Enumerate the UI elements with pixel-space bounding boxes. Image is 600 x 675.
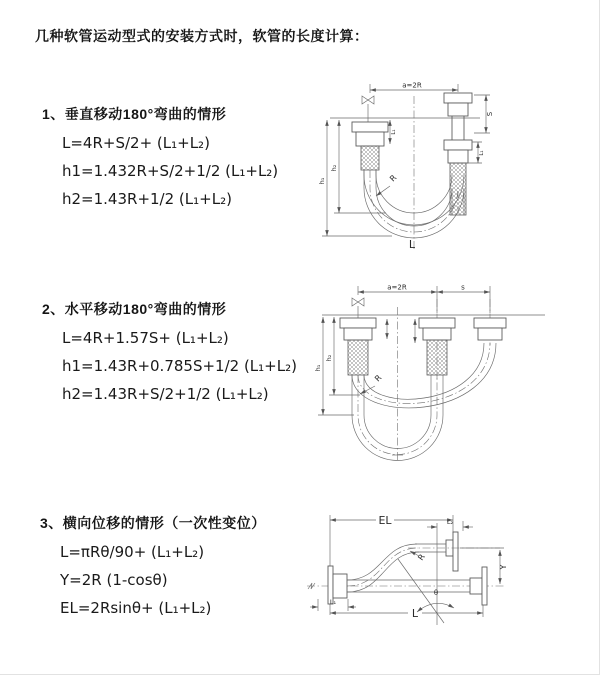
- hose-s-curve: [347, 544, 419, 592]
- right-phantom-flange: [470, 567, 487, 605]
- dim-label-radius: R: [373, 373, 384, 384]
- dim-label-stroke: s: [461, 283, 465, 292]
- diagram-vertical-movement-180-bend: [312, 78, 540, 256]
- formula-L-3: L=πRθ/90+ (L₁+L₂): [60, 543, 205, 561]
- dim-label-fitting-left: L₁: [391, 129, 397, 135]
- dim-label-stroke: S: [486, 111, 494, 117]
- dim-label-span: a=2R: [402, 81, 422, 90]
- section-horizontal-movement: [42, 300, 297, 413]
- section-1-heading: 1、垂直移动180°弯曲的情形: [42, 106, 227, 122]
- dim-label-fitting2: L₂: [446, 518, 454, 526]
- formula-h1-1: h1=1.432R+S/2+1/2 (L₁+L₂): [62, 162, 279, 180]
- formula-L-1: L=4R+S/2+ (L₁+L₂): [62, 134, 210, 152]
- section-3-heading: 3、横向位移的情形（一次性变位）: [40, 515, 266, 531]
- dim-label-length: L: [408, 238, 416, 251]
- dim-label-h2: h₂: [325, 354, 333, 362]
- dim-label-offset: Y: [499, 564, 508, 570]
- dim-label-h2: h₂: [330, 164, 338, 172]
- dim-label-fitting1: L₁: [329, 598, 337, 606]
- formula-h1-2: h1=1.43R+0.785S+1/2 (L₁+L₂): [62, 357, 297, 375]
- dim-label-fitting-right: L₁: [479, 150, 485, 156]
- section-lateral-displacement: [40, 514, 266, 627]
- dim-label-span: a=2R: [387, 283, 407, 292]
- middle-fitting: [419, 318, 455, 375]
- dim-label-h1: h₁: [314, 364, 322, 372]
- formula-Y-3: Y=2R (1-cosθ): [60, 571, 168, 589]
- dim-label-h1: h₁: [318, 177, 326, 185]
- left-fitting: [352, 122, 388, 170]
- formula-h2-1: h2=1.43R+1/2 (L₁+L₂): [62, 190, 232, 208]
- page-title: 几种软管运动型式的安装方式时，软管的长度计算：: [35, 28, 369, 44]
- dim-label-radius: R: [388, 173, 399, 184]
- dim-label-angle: θ: [433, 589, 439, 597]
- left-fitting: [340, 318, 376, 375]
- valve-icon: [352, 298, 364, 306]
- section-2-heading: 2、水平移动180°弯曲的情形: [42, 301, 227, 317]
- diagram-lateral-displacement: [300, 503, 570, 653]
- section-vertical-movement: [42, 105, 278, 218]
- diagram-horizontal-movement-180-bend: [312, 283, 567, 468]
- valve-icon: [362, 96, 374, 104]
- dim-label-radius: R: [416, 552, 427, 563]
- formula-EL-3: EL=2Rsinθ+ (L₁+L₂): [60, 599, 212, 617]
- formula-L-2: L=4R+1.57S+ (L₁+L₂): [62, 329, 229, 347]
- dim-label-el: EL: [378, 514, 392, 527]
- right-fitting-upper: [444, 93, 472, 116]
- right-pipe: [452, 116, 464, 140]
- dim-label-length: L: [411, 607, 419, 620]
- right-fitting-lower: [444, 140, 472, 215]
- upper-flange: [446, 532, 458, 571]
- formula-h2-2: h2=1.43R+S/2+1/2 (L₁+L₂): [62, 385, 269, 403]
- right-fitting: [474, 318, 506, 340]
- hose-u-original: [352, 375, 443, 461]
